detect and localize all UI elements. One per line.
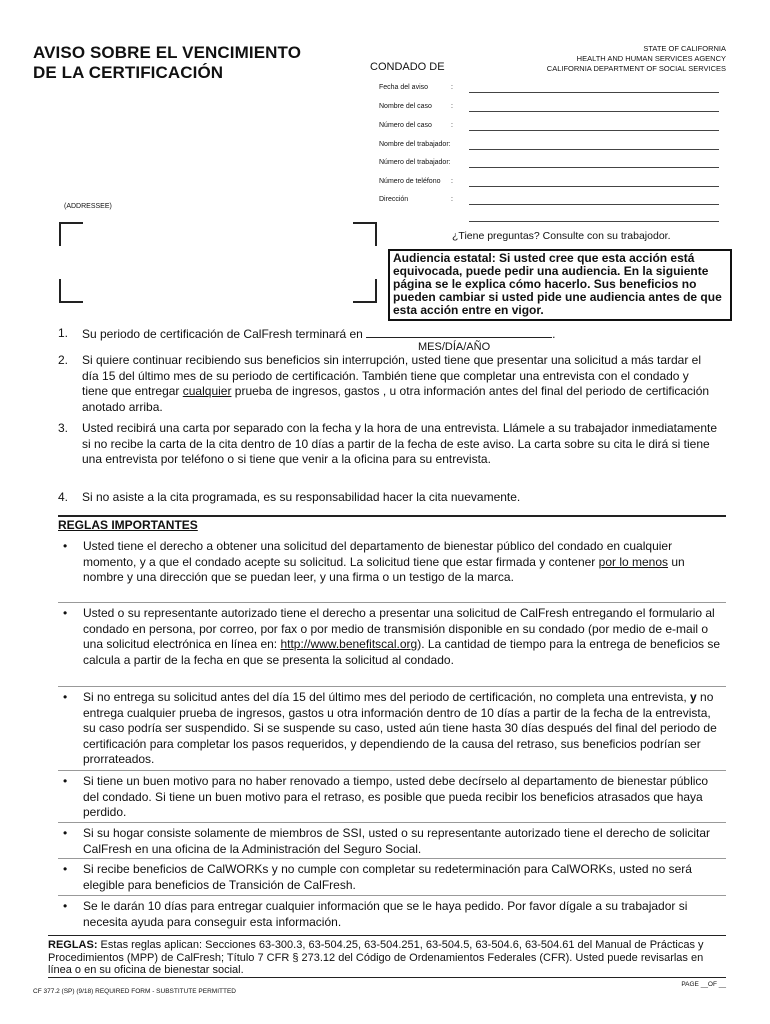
field-line — [469, 130, 719, 131]
bullet-dot: • — [63, 690, 68, 704]
bullet-dot: • — [63, 899, 68, 913]
address-corner-bottom-right — [353, 279, 377, 303]
rule-text: Usted tiene el derecho a obtener una solicitud del departamento de bienestar público del condado en cualquier momento, y a que el condado acepte su solicitud. La solicitud tiene que estar firmada y contener — [83, 539, 673, 569]
county-label: CONDADO DE — [370, 61, 445, 73]
item-3 — [58, 421, 718, 468]
bullet-dot: • — [63, 774, 68, 788]
date-format-label: MES/DÍA/AÑO — [418, 341, 491, 353]
rule-separator — [58, 770, 726, 771]
benefitscal-link[interactable]: http://www.benefitscal.org — [280, 637, 418, 651]
field-colon: : — [451, 178, 453, 185]
rule-text: Si tiene un buen motivo para no haber renovado a tiempo, usted debe decírselo al departamento de bienestar público del condado. Si tiene un buen motivo para el retraso, es posible que pueda recibir los beneficios atrasados que haya perdido. — [83, 774, 709, 819]
state-hearing-box: Audiencia estatal: Si usted cree que esta acción está equivocada, puede pedir una audiencia. En la siguiente página se le explica cómo hacerlo. Sus beneficios no pueden cambiar si usted pide une audiencia antes de que esta acción entre en vigor. — [388, 249, 732, 321]
title-line-1: AVISO SOBRE EL VENCIMIENTO — [33, 43, 302, 62]
field-label: Número del trabajador: — [379, 159, 451, 166]
reglas-top-rule — [48, 935, 726, 936]
agency-line-1: STATE OF CALIFORNIA — [643, 44, 726, 53]
field-label: Fecha del aviso — [379, 84, 429, 91]
rule-text-underlined: por lo menos — [598, 554, 669, 569]
agency-block — [547, 44, 726, 74]
reglas-bottom-rule — [48, 977, 726, 978]
rule-bullet — [58, 690, 726, 768]
field-line — [469, 186, 719, 187]
rule-separator — [58, 822, 726, 823]
item-text: Si no asiste a la cita programada, es su responsabilidad hacer la cita nuevamente. — [82, 490, 521, 504]
field-line — [469, 204, 719, 205]
item-text: Usted recibirá una carta por separado con la fecha y la hora de una entrevista. Llámele a su trabajador inmediatamente si no recibe la carta de la cita dentro de 10 días a partir de la fecha de este aviso. La carta sobre su cita le dirá si tiene una entrevista por teléfono o si tiene que venir a la oficina para su entrevista. — [82, 421, 718, 466]
item-4 — [58, 490, 718, 506]
field-line — [469, 149, 719, 150]
bullet-dot: • — [63, 539, 68, 553]
item-text: Si quiere continuar recibiendo sus beneficios sin interrupción, usted tiene que presentar una solicitud a más tardar el día 15 del último mes de su periodo de certificación. También tiene que completar una entrevista con el condado y tiene que entregar — [82, 353, 702, 398]
title-line-2: DE LA CERTIFICACIÓN — [33, 63, 224, 82]
rule-text-rest: no entrega cualquier prueba de ingresos, gastos u otra información dentro de 10 días a partir de la fecha de la entrevista, su caso podría ser suspendido. Si se suspende su caso, usted aún tiene hasta 30 días después del final del periodo de certificación para completar los pasos requeridos, y dependiendo de la causa del retraso, sus beneficios podrían ser prorrateados. — [83, 690, 717, 766]
item-text-end: . — [552, 327, 556, 341]
item-number: 3. — [58, 421, 69, 435]
field-phone-number[interactable] — [379, 178, 719, 192]
field-worker-name[interactable] — [379, 141, 719, 155]
rule-bullet — [58, 774, 726, 821]
field-label: Número de teléfono — [379, 178, 441, 185]
field-label: Dirección — [379, 196, 409, 203]
rule-text: Usted o su representante autorizado tiene el derecho a presentar una solicitud de CalFresh entregando el formulario al condado en persona, por correo, por fax o por medio de transmisión disponible en su condado (por medio de e-mail o una solicitud electrónica en línea en: — [83, 606, 715, 651]
bullet-dot: • — [63, 826, 68, 840]
field-line — [469, 92, 719, 93]
rule-text: Si su hogar consiste solamente de miembros de SSI, usted o su representante autorizado tiene el derecho de solicitar CalFresh en una oficina de la Administración del Seguro Social. — [83, 826, 711, 856]
rule-text-rest: un nombre y una dirección que se puedan leer, y una firma o un testigo de la marca. — [83, 554, 685, 584]
rule-separator — [58, 686, 726, 687]
field-colon: : — [451, 122, 453, 129]
rules-top-rule — [58, 515, 726, 517]
item-1 — [58, 326, 718, 343]
field-label: Nombre del caso — [379, 103, 432, 110]
field-case-number[interactable] — [379, 122, 719, 136]
field-label: Nombre del trabajador: — [379, 141, 451, 148]
rule-text-bold: y — [690, 690, 697, 704]
field-case-name[interactable] — [379, 103, 719, 117]
field-line — [469, 167, 719, 168]
reglas-label: REGLAS: — [48, 939, 98, 951]
field-worker-number[interactable] — [379, 159, 719, 173]
rules-heading: REGLAS IMPORTANTES — [58, 518, 198, 532]
rule-bullet — [58, 899, 726, 930]
field-colon: : — [451, 196, 453, 203]
item-number: 2. — [58, 353, 69, 367]
address-corner-top-right — [353, 222, 377, 246]
rule-separator — [58, 858, 726, 859]
page-number: PAGE __OF __ — [681, 981, 726, 988]
field-line — [469, 111, 719, 112]
address-corner-bottom-left — [59, 279, 83, 303]
questions-text: ¿Tiene preguntas? Consulte con su trabajodor. — [452, 230, 671, 242]
agency-line-2: HEALTH AND HUMAN SERVICES AGENCY — [576, 54, 726, 63]
rule-text: Si recibe beneficios de CalWORKs y no cumple con completar su redeterminación para CalWORKs, usted no será elegible para beneficios de Transición de CalFresh. — [83, 862, 692, 892]
field-address[interactable] — [379, 196, 719, 210]
bullet-dot: • — [63, 862, 68, 876]
reglas-paragraph — [48, 939, 726, 977]
rule-separator — [58, 602, 726, 603]
item-number: 4. — [58, 490, 69, 504]
bullet-dot: • — [63, 606, 68, 620]
reglas-text: Estas reglas aplican: Secciones 63-300.3, 63-504.25, 63-504.251, 63-504.5, 63-504.6, 63-504.61 del Manual de Prácticas y Procedimientos (MPP) de CalFresh; Título 7 CFR § 273.12 del Código de Ordenamientos Federales (CFR). Usted puede revisarlas en línea o en su oficina de bienestar social. — [48, 939, 704, 976]
rule-bullet — [58, 862, 726, 893]
rule-text: Se le darán 10 días para entregar cualquier información que se le haya pedido. Por favor dígale a su trabajador si necesita ayuda para conseguir esta información. — [83, 899, 688, 929]
rule-text-rest: ). La cantidad de tiempo para la entrega de beneficios se calcula a partir de la fecha en que se presenta la solicitud al condado. — [83, 637, 721, 667]
form-number: CF 377.2 (SP) (9/18) REQUIRED FORM - SUBSTITUTE PERMITTED — [33, 988, 236, 995]
page-title — [33, 43, 301, 83]
field-notice-date[interactable] — [379, 84, 719, 98]
rule-bullet — [58, 539, 726, 586]
item-text-rest: prueba de ingresos, gastos , u otra información antes del final del periodo de certificación anotado arriba. — [82, 384, 710, 414]
addressee-label: (ADDRESSEE) — [64, 203, 112, 210]
agency-line-3: CALIFORNIA DEPARTMENT OF SOCIAL SERVICES — [546, 64, 726, 73]
item-2 — [58, 353, 718, 415]
item-text: Su periodo de certificación de CalFresh terminará en — [82, 327, 367, 341]
rule-bullet — [58, 826, 726, 857]
rule-separator — [58, 895, 726, 896]
field-colon: : — [451, 103, 453, 110]
item-number: 1. — [58, 326, 69, 340]
field-colon: : — [451, 84, 453, 91]
item-text-underlined: cualquier — [182, 384, 232, 398]
rule-text: Si no entrega su solicitud antes del día 15 del último mes del periodo de certificación, no completa una entrevista, — [83, 690, 691, 704]
field-label: Número del caso — [379, 122, 432, 129]
certification-end-date-blank[interactable] — [366, 326, 552, 338]
address-corner-top-left — [59, 222, 83, 246]
address-line-2[interactable] — [469, 221, 719, 222]
rule-bullet — [58, 606, 726, 668]
